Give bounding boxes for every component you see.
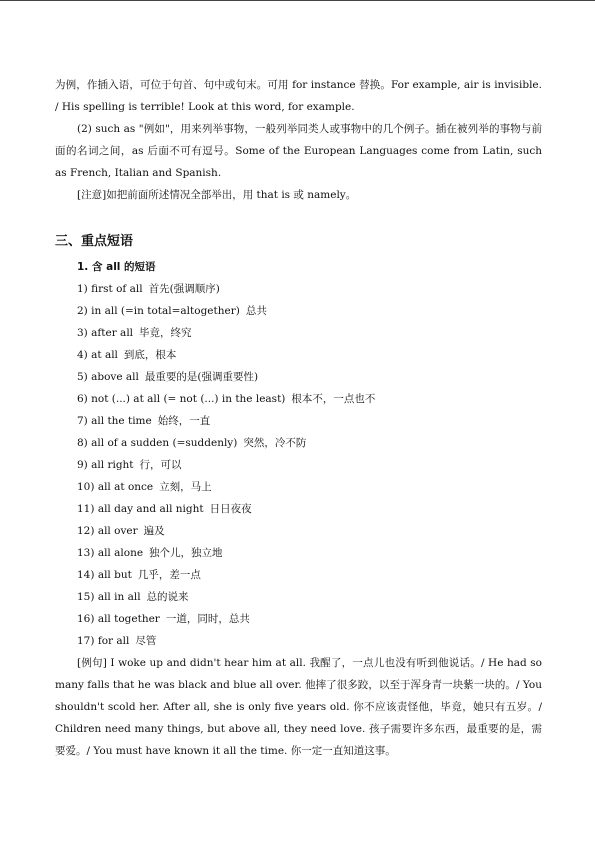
phrase-english: all day and all night	[97, 503, 204, 515]
phrase-item	[55, 410, 542, 432]
phrase-item	[55, 520, 542, 542]
phrase-item	[55, 454, 542, 476]
phrase-item	[55, 630, 542, 652]
phrase-number: 16)	[77, 613, 95, 625]
phrase-number: 8)	[77, 437, 88, 449]
phrase-english: not (...) at all (= not (...) in the least)	[91, 393, 286, 405]
phrase-english: all in all	[97, 591, 141, 603]
phrase-item	[55, 300, 542, 322]
phrase-number: 3)	[77, 327, 88, 339]
phrase-item	[55, 432, 542, 454]
phrase-list	[55, 278, 542, 652]
phrase-number: 1)	[77, 283, 88, 295]
phrase-item	[55, 476, 542, 498]
phrase-english: for all	[97, 635, 130, 647]
section-title: 三、重点短语	[55, 234, 134, 249]
phrase-number: 12)	[77, 525, 95, 537]
phrase-chinese: 首先(强调顺序)	[148, 283, 220, 295]
phrase-chinese: 尽管	[135, 635, 157, 647]
example-sentences: [例句] I woke up and didn't hear him at all. 我醒了，一点儿也没有听到他说话。/ He had so many falls that he was black and blue all over. 他摔了很多跤，以至于浑身青一块紫一块的。/ You shouldn't scold her. After all, she is only five years old. 你不应该责怪他，毕竟，她只有五岁。/ Children need many things, but above all, they need love. 孩子需要许多东西，最重要的是，需要爱。/ You must have known it all the time. 你一定一直知道这事。	[55, 657, 542, 757]
phrase-chinese: 根本不，一点也不	[291, 393, 376, 405]
phrase-english: in all (=in total=altogether)	[91, 305, 240, 317]
phrase-number: 6)	[77, 393, 88, 405]
phrase-number: 9)	[77, 459, 88, 471]
phrase-english: all alone	[97, 547, 144, 559]
phrase-item	[55, 564, 542, 586]
phrase-english: after all	[91, 327, 134, 339]
page-content	[55, 74, 542, 762]
phrase-item	[55, 608, 542, 630]
phrase-number: 4)	[77, 349, 88, 361]
phrase-english: first of all	[91, 283, 143, 295]
phrase-item	[55, 344, 542, 366]
phrase-number: 2)	[77, 305, 88, 317]
phrase-item	[55, 366, 542, 388]
phrase-item	[55, 586, 542, 608]
phrase-english: all together	[97, 613, 160, 625]
phrase-english: all but	[97, 569, 132, 581]
phrase-chinese: 最重要的是(强调重要性)	[144, 371, 259, 383]
phrase-english: all right	[91, 459, 134, 471]
phrase-english: at all	[91, 349, 118, 361]
paragraph-note: [注意]如把前面所述情况全部举出，用 that is 或 namely。	[77, 189, 357, 201]
phrase-english: all of a sudden (=suddenly)	[91, 437, 238, 449]
phrase-number: 10)	[77, 481, 95, 493]
phrase-item	[55, 498, 542, 520]
phrase-chinese: 独个儿，独立地	[149, 547, 223, 559]
phrase-chinese: 突然，冷不防	[243, 437, 307, 449]
phrase-item	[55, 322, 542, 344]
phrase-chinese: 到底，根本	[123, 349, 177, 361]
phrase-chinese: 日日夜夜	[209, 503, 252, 515]
phrase-english: all at once	[97, 481, 154, 493]
phrase-chinese: 遍及	[143, 525, 165, 537]
phrase-number: 14)	[77, 569, 95, 581]
phrase-number: 15)	[77, 591, 95, 603]
phrase-item	[55, 388, 542, 410]
phrase-number: 11)	[77, 503, 95, 515]
phrase-english: all the time	[91, 415, 152, 427]
paragraph-for-example: 为例，作插入语，可位于句首、句中或句末。可用 for instance 替换。For example, air is invisible. / His spelling is terrible! Look at this word, for example.	[55, 79, 542, 113]
phrase-chinese: 一道，同时，总共	[165, 613, 250, 625]
paragraph-such-as: (2) such as "例如"，用来列举事物，一般列举同类人或事物中的几个例子。插在被列举的事物与前面的名词之间，as 后面不可有逗号。Some of the European Languages come from Latin, such as French, Italian and Spanish.	[55, 123, 542, 179]
phrase-chinese: 始终，一直	[157, 415, 211, 427]
phrase-number: 5)	[77, 371, 88, 383]
phrase-chinese: 几乎，差一点	[137, 569, 201, 581]
phrase-chinese: 立刻，马上	[159, 481, 212, 493]
phrase-item	[55, 278, 542, 300]
phrase-number: 7)	[77, 415, 88, 427]
phrase-item	[55, 542, 542, 564]
phrase-chinese: 总共	[245, 305, 267, 317]
top-rule	[0, 0, 595, 1]
phrase-chinese: 总的说来	[146, 591, 189, 603]
phrase-chinese: 毕竟，终究	[139, 327, 192, 339]
subsection-title: 1. 含 all 的短语	[77, 261, 156, 273]
phrase-english: above all	[91, 371, 139, 383]
phrase-number: 13)	[77, 547, 95, 559]
phrase-number: 17)	[77, 635, 95, 647]
phrase-english: all over	[97, 525, 138, 537]
phrase-chinese: 行，可以	[139, 459, 182, 471]
